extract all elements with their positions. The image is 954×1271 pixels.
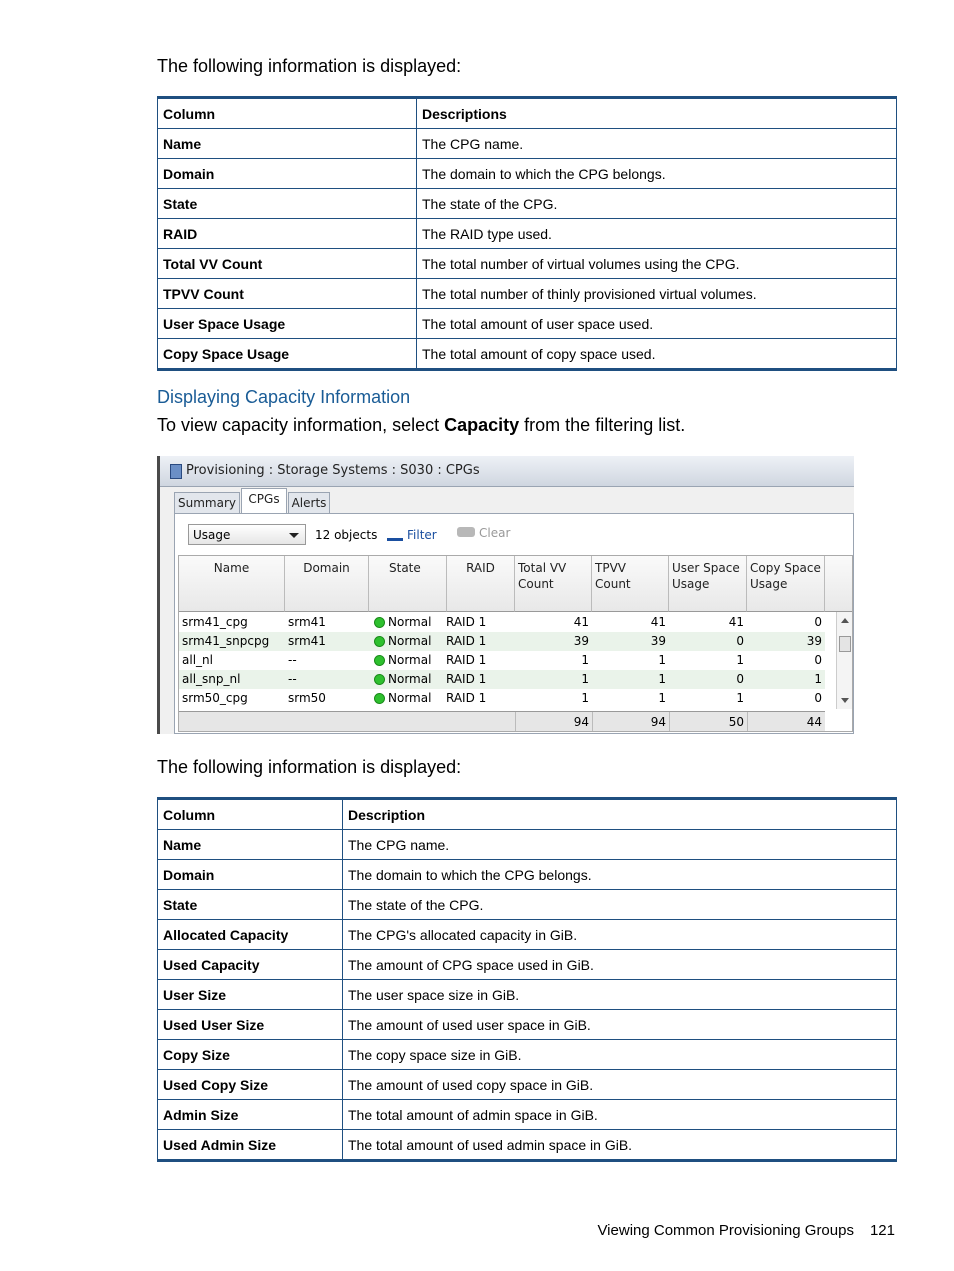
column-description: The domain to which the CPG belongs.	[417, 159, 897, 189]
column-description: The RAID type used.	[417, 219, 897, 249]
cell-tpvv: 39	[650, 634, 666, 648]
column-name: Copy Size	[158, 1040, 343, 1070]
page-footer	[597, 1222, 895, 1239]
filter-label: Filter	[407, 528, 437, 542]
cell-state	[371, 651, 447, 670]
instruction-after: from the filtering list.	[519, 415, 686, 435]
intro-text-1: The following information is displayed:	[157, 56, 462, 76]
cell-total-vv: 1	[581, 691, 589, 705]
cell-copy-space: 0	[814, 653, 822, 667]
column-name: State	[158, 890, 343, 920]
header-column: Column	[158, 799, 343, 830]
column-name: Admin Size	[158, 1100, 343, 1130]
table-row	[158, 860, 897, 890]
eraser-icon	[457, 527, 475, 537]
storage-system-icon	[170, 464, 182, 479]
table-row	[158, 950, 897, 980]
tab-summary[interactable]: Summary	[174, 492, 240, 513]
cell-name: srm50_cpg	[182, 691, 248, 705]
cell-tpvv: 41	[650, 615, 666, 629]
column-name: Used Capacity	[158, 950, 343, 980]
cpg-grid	[178, 555, 853, 732]
cell-state	[371, 689, 447, 708]
intro-text-2: The following information is displayed:	[157, 757, 462, 777]
column-name: Used Admin Size	[158, 1130, 343, 1161]
column-name: TPVV Count	[158, 279, 417, 309]
cell-total-vv: 39	[573, 634, 589, 648]
status-normal-icon	[374, 655, 385, 666]
column-description: The domain to which the CPG belongs.	[343, 860, 897, 890]
total-tpvv-count: 94	[592, 712, 669, 732]
scroll-down-icon[interactable]	[841, 698, 849, 703]
clear-button[interactable]	[457, 526, 510, 540]
col-header-domain[interactable]: Domain	[285, 556, 369, 612]
cell-raid: RAID 1	[446, 672, 487, 686]
cell-user-space: 41	[728, 615, 744, 629]
cell-state	[371, 632, 447, 651]
table-row	[158, 1010, 897, 1040]
column-name: RAID	[158, 219, 417, 249]
cell-user-space: 0	[736, 672, 744, 686]
cell-domain: srm41	[288, 615, 326, 629]
cell-copy-space: 39	[806, 634, 822, 648]
cell-state	[371, 670, 447, 689]
cell-domain: --	[288, 672, 297, 686]
column-description: The amount of CPG space used in GiB.	[343, 950, 897, 980]
column-name: Used Copy Size	[158, 1070, 343, 1100]
cell-name: all_nl	[182, 653, 213, 667]
cell-state-text: Normal	[388, 672, 432, 686]
cell-user-space: 1	[736, 691, 744, 705]
cell-state-text: Normal	[388, 615, 432, 629]
column-description: The state of the CPG.	[417, 189, 897, 219]
table-header-row	[158, 799, 897, 830]
col-header-tpvv[interactable]: TPVV Count	[592, 556, 669, 612]
table-row[interactable]	[179, 670, 825, 689]
status-normal-icon	[374, 693, 385, 704]
table-row	[158, 159, 897, 189]
column-name: Name	[158, 129, 417, 159]
column-description: The CPG name.	[343, 830, 897, 860]
table-row	[158, 129, 897, 159]
col-header-copy-space[interactable]: Copy Space Usage	[747, 556, 825, 612]
scroll-thumb[interactable]	[839, 636, 851, 652]
cell-user-space: 0	[736, 634, 744, 648]
col-header-state[interactable]: State	[369, 556, 447, 612]
status-normal-icon	[374, 636, 385, 647]
cell-state-text: Normal	[388, 691, 432, 705]
cell-domain: srm50	[288, 691, 326, 705]
cell-tpvv: 1	[658, 672, 666, 686]
instruction-text	[157, 415, 685, 436]
table-row	[158, 1130, 897, 1161]
column-description: The CPG's allocated capacity in GiB.	[343, 920, 897, 950]
cell-name: all_snp_nl	[182, 672, 241, 686]
column-description: The total amount of used admin space in GiB.	[343, 1130, 897, 1161]
cell-name: srm41_snpcpg	[182, 634, 270, 648]
table-row[interactable]	[179, 651, 825, 670]
table-row	[158, 830, 897, 860]
column-name: Name	[158, 830, 343, 860]
column-name: User Space Usage	[158, 309, 417, 339]
column-name: User Size	[158, 980, 343, 1010]
column-name: Total VV Count	[158, 249, 417, 279]
table-header-row	[158, 98, 897, 129]
table-row	[158, 1100, 897, 1130]
column-description: The user space size in GiB.	[343, 980, 897, 1010]
column-description: The state of the CPG.	[343, 890, 897, 920]
col-header-name[interactable]: Name	[179, 556, 285, 612]
cell-copy-space: 0	[814, 691, 822, 705]
table-row	[158, 890, 897, 920]
cell-state-text: Normal	[388, 634, 432, 648]
table-row[interactable]	[179, 613, 825, 632]
cell-name: srm41_cpg	[182, 615, 248, 629]
window-title: Provisioning : Storage Systems : S030 : CPGs	[186, 463, 480, 478]
col-header-user-space[interactable]: User Space Usage	[669, 556, 747, 612]
filter-button[interactable]	[387, 524, 437, 542]
col-header-spacer	[825, 556, 853, 612]
cell-domain: srm41	[288, 634, 326, 648]
column-description: The copy space size in GiB.	[343, 1040, 897, 1070]
clear-label: Clear	[479, 526, 511, 540]
cell-total-vv: 41	[573, 615, 589, 629]
table-row	[158, 980, 897, 1010]
table-row	[158, 920, 897, 950]
cell-tpvv: 1	[658, 691, 666, 705]
column-name: Domain	[158, 860, 343, 890]
columns-table-2	[157, 797, 897, 1162]
column-description: The total amount of user space used.	[417, 309, 897, 339]
table-row	[158, 1070, 897, 1100]
page-number: 121	[869, 1222, 895, 1239]
column-description: The amount of used user space in GiB.	[343, 1010, 897, 1040]
cell-total-vv: 1	[581, 653, 589, 667]
totals-row	[179, 711, 825, 732]
columns-table-1	[157, 96, 897, 371]
table-row	[158, 339, 897, 370]
header-description: Descriptions	[417, 98, 897, 129]
table-row	[158, 1040, 897, 1070]
tab-cpgs[interactable]: CPGs	[241, 488, 287, 514]
cell-total-vv: 1	[581, 672, 589, 686]
cell-raid: RAID 1	[446, 653, 487, 667]
column-name: Domain	[158, 159, 417, 189]
table-row[interactable]	[179, 632, 825, 651]
header-column: Column	[158, 98, 417, 129]
window-titlebar	[160, 456, 854, 487]
table-row	[158, 279, 897, 309]
instruction-bold: Capacity	[444, 415, 520, 435]
header-description: Description	[343, 799, 897, 830]
cell-state	[371, 613, 447, 632]
total-user-space: 50	[669, 712, 747, 732]
table-row	[158, 249, 897, 279]
cell-user-space: 1	[736, 653, 744, 667]
column-description: The total amount of copy space used.	[417, 339, 897, 370]
cell-tpvv: 1	[658, 653, 666, 667]
footer-section-title: Viewing Common Provisioning Groups	[597, 1222, 854, 1239]
cell-raid: RAID 1	[446, 691, 487, 705]
column-description: The total number of virtual volumes using the CPG.	[417, 249, 897, 279]
col-header-total-vv[interactable]: Total VV Count	[515, 556, 592, 612]
cell-copy-space: 1	[814, 672, 822, 686]
cell-copy-space: 0	[814, 615, 822, 629]
cpg-window	[157, 456, 854, 734]
cell-domain: --	[288, 653, 297, 667]
object-count: 12 objects	[315, 528, 378, 542]
column-name: State	[158, 189, 417, 219]
cpgs-panel	[174, 513, 854, 734]
column-description: The CPG name.	[417, 129, 897, 159]
table-row	[158, 219, 897, 249]
column-description: The total number of thinly provisioned virtual volumes.	[417, 279, 897, 309]
column-description: The total amount of admin space in GiB.	[343, 1100, 897, 1130]
scroll-up-icon[interactable]	[841, 618, 849, 623]
tab-alerts[interactable]: Alerts	[288, 492, 330, 513]
filter-icon	[387, 524, 403, 541]
total-vv-count: 94	[515, 712, 592, 732]
status-normal-icon	[374, 674, 385, 685]
chevron-down-icon	[289, 533, 299, 538]
status-normal-icon	[374, 617, 385, 628]
column-name: Used User Size	[158, 1010, 343, 1040]
filter-select[interactable]	[188, 524, 306, 545]
total-copy-space: 44	[747, 712, 825, 732]
cell-raid: RAID 1	[446, 634, 487, 648]
table-row	[158, 189, 897, 219]
column-name: Copy Space Usage	[158, 339, 417, 370]
cell-state-text: Normal	[388, 653, 432, 667]
instruction-before: To view capacity information, select	[157, 415, 445, 435]
table-row	[158, 309, 897, 339]
section-heading: Displaying Capacity Information	[157, 387, 411, 407]
col-header-raid[interactable]: RAID	[447, 556, 515, 612]
column-name: Allocated Capacity	[158, 920, 343, 950]
table-row[interactable]	[179, 689, 825, 708]
column-description: The amount of used copy space in GiB.	[343, 1070, 897, 1100]
vertical-scrollbar[interactable]	[836, 612, 853, 709]
cell-raid: RAID 1	[446, 615, 487, 629]
filter-select-value: Usage	[193, 528, 231, 542]
